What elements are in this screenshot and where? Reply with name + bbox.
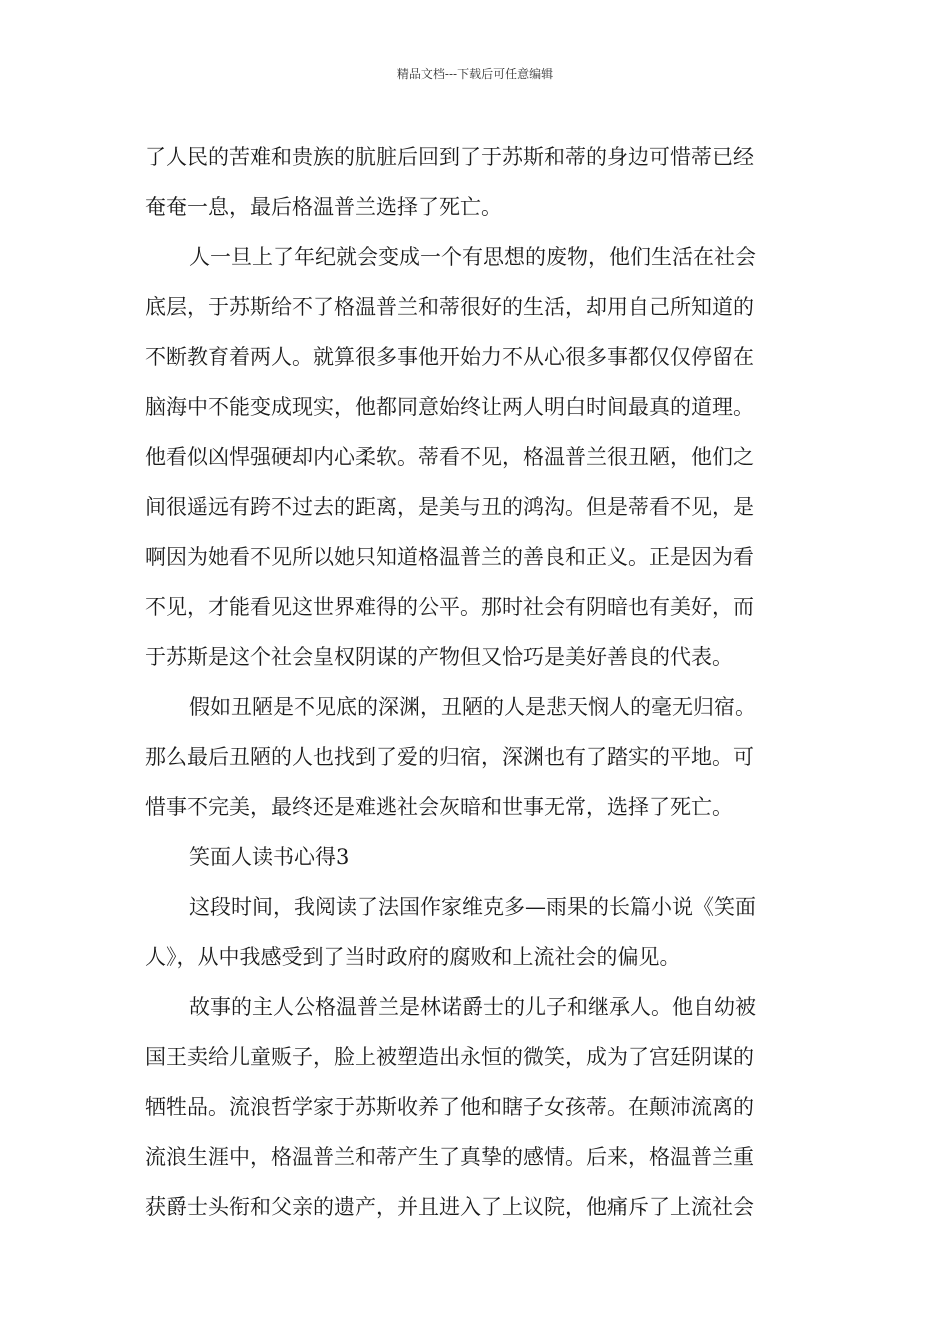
text-line: 国王卖给儿童贩子，脸上被塑造出永恒的微笑，成为了宫廷阴谋的 [145, 1045, 754, 1069]
paragraph-start: 故事的主人公格温普兰是林诺爵士的儿子和继承人。他自幼被 [189, 995, 756, 1019]
text-line: 啊因为她看不见所以她只知道格温普兰的善良和正义。正是因为看 [145, 545, 754, 569]
text-line: 不见，才能看见这世界难得的公平。那时社会有阴暗也有美好，而 [145, 595, 754, 619]
section-heading: 笑面人读书心得3 [189, 845, 350, 869]
text-line: 奄奄一息，最后格温普兰选择了死亡。 [145, 195, 502, 219]
text-line: 他看似凶悍强硬却内心柔软。蒂看不见，格温普兰很丑陋，他们之 [145, 445, 754, 469]
text-line: 获爵士头衔和父亲的遗产，并且进入了上议院，他痛斥了上流社会 [145, 1195, 754, 1219]
text-line: 不断教育着两人。就算很多事他开始力不从心很多事都仅仅停留在 [145, 345, 754, 369]
text-line: 底层，于苏斯给不了格温普兰和蒂很好的生活，却用自己所知道的 [145, 295, 754, 319]
text-line: 流浪生涯中，格温普兰和蒂产生了真挚的感情。后来，格温普兰重 [145, 1145, 754, 1169]
text-line: 牺牲品。流浪哲学家于苏斯收养了他和瞎子女孩蒂。在颠沛流离的 [145, 1095, 754, 1119]
page-header: 精品文档---下载后可任意编辑 [396, 67, 554, 81]
text-line: 那么最后丑陋的人也找到了爱的归宿，深渊也有了踏实的平地。可 [145, 745, 754, 769]
paragraph-start: 这段时间，我阅读了法国作家维克多—雨果的长篇小说《笑面 [189, 895, 756, 919]
text-line: 惜事不完美，最终还是难逃社会灰暗和世事无常，选择了死亡。 [145, 795, 733, 819]
text-line: 间很遥远有跨不过去的距离，是美与丑的鸿沟。但是蒂看不见，是 [145, 495, 754, 519]
text-line: 人》，从中我感受到了当时政府的腐败和上流社会的偏见。 [145, 945, 681, 969]
paragraph-start: 人一旦上了年纪就会变成一个有思想的废物，他们生活在社会 [189, 245, 756, 269]
text-line: 脑海中不能变成现实，他都同意始终让两人明白时间最真的道理。 [145, 395, 754, 419]
text-line: 于苏斯是这个社会皇权阴谋的产物但又恰巧是美好善良的代表。 [145, 645, 733, 669]
document-body [145, 132, 813, 1232]
text-line: 了人民的苦难和贵族的肮脏后回到了于苏斯和蒂的身边可惜蒂已经 [145, 145, 754, 169]
paragraph-start: 假如丑陋是不见底的深渊，丑陋的人是悲天悯人的毫无归宿。 [189, 695, 756, 719]
